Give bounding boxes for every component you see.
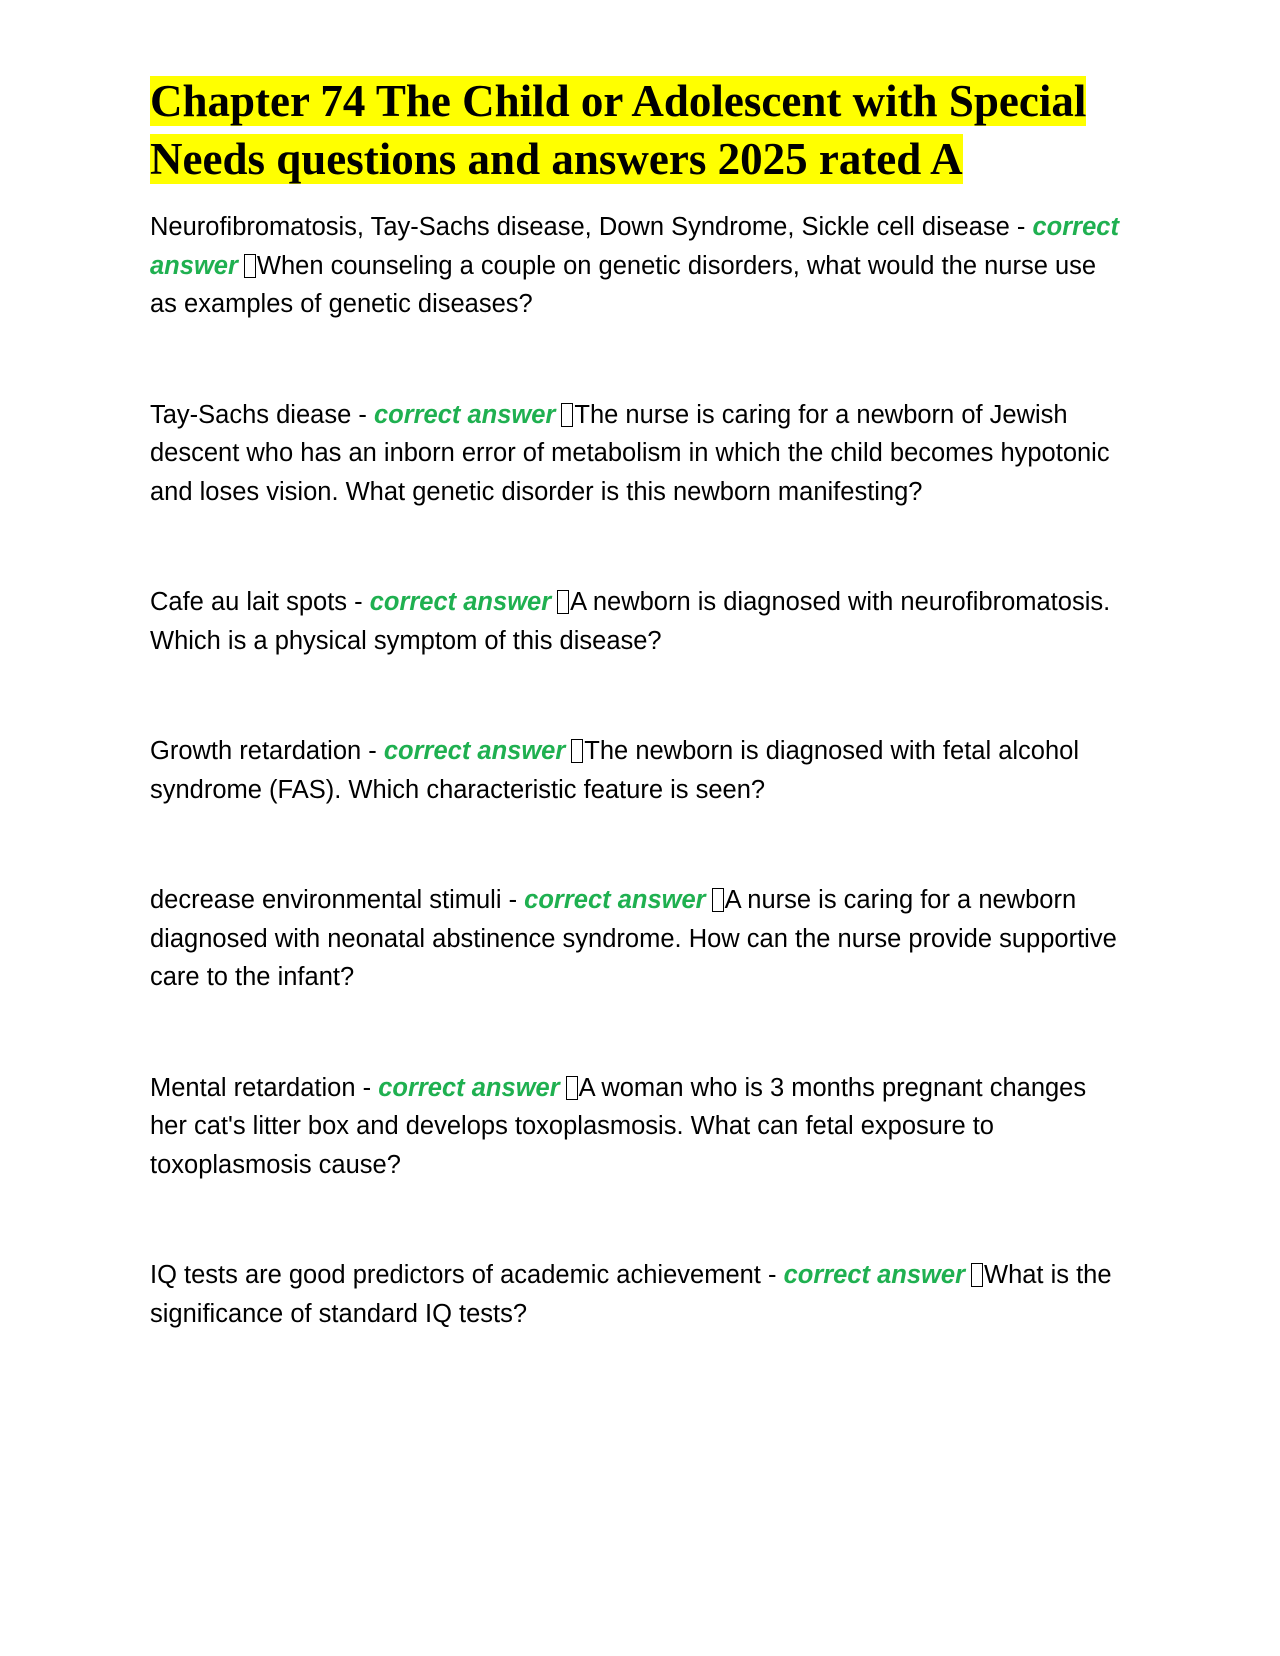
entry-answer: Mental retardation - — [150, 1073, 379, 1102]
document-title — [150, 72, 1125, 188]
missing-glyph-icon — [244, 254, 256, 278]
qa-entry — [150, 881, 1125, 997]
entry-question: A newborn is diagnosed with neurofibromatosis. Which is a physical symptom of this disease? — [150, 588, 1111, 655]
missing-glyph-icon — [571, 739, 583, 763]
correct-answer-tag: correct answer — [524, 886, 706, 914]
entry-answer: Tay-Sachs diease - — [150, 400, 374, 429]
missing-glyph-icon — [566, 1076, 578, 1100]
title-highlight: Chapter 74 The Child or Adolescent with Special Needs questions and answers 2025 rated A — [150, 76, 1087, 184]
missing-glyph-icon — [557, 590, 569, 614]
entry-answer: Cafe au lait spots - — [150, 588, 370, 616]
missing-glyph-icon — [712, 888, 724, 912]
entry-question: A woman who is 3 months pregnant changes her cat's litter box and develops toxoplasmosis. What can fetal exposure to toxoplasmosis cause? — [150, 1073, 1087, 1179]
correct-answer-tag: correct answer — [373, 400, 556, 429]
entry-question: What is the significance of standard IQ tests? — [150, 1261, 1112, 1328]
entry-answer: decrease environmental stimuli - — [150, 886, 525, 914]
qa-entry — [150, 732, 1125, 809]
entry-question: The newborn is diagnosed with fetal alcohol syndrome (FAS). Which characteristic feature is seen? — [150, 737, 1080, 804]
qa-entry — [150, 396, 1125, 512]
missing-glyph-icon — [561, 403, 573, 427]
entry-question: When counseling a couple on genetic disorders, what would the nurse use as examples of genetic diseases? — [150, 251, 1097, 318]
entry-question: The nurse is caring for a newborn of Jewish descent who has an inborn error of metabolism in which the child becomes hypotonic and loses vision. What genetic disorder is this newborn manifesting? — [150, 400, 1110, 506]
entry-answer: IQ tests are good predictors of academic achievement - — [150, 1261, 784, 1289]
entry-answer: Neurofibromatosis, Tay-Sachs disease, Down Syndrome, Sickle cell disease - — [150, 213, 1033, 241]
correct-answer-tag: correct answer — [150, 213, 1119, 280]
correct-answer-tag: correct answer — [783, 1261, 965, 1289]
correct-answer-tag: correct answer — [369, 588, 552, 616]
qa-entry — [150, 208, 1125, 324]
qa-entry — [150, 1069, 1125, 1185]
missing-glyph-icon — [971, 1263, 983, 1287]
document-page — [150, 72, 1125, 1405]
qa-entry — [150, 1256, 1125, 1333]
qa-entry — [150, 583, 1125, 660]
correct-answer-tag: correct answer — [378, 1073, 560, 1102]
entry-question: A nurse is caring for a newborn diagnosed with neonatal abstinence syndrome. How can the nurse provide supportive care to the infant? — [150, 886, 1117, 991]
entry-answer: Growth retardation - — [150, 737, 384, 765]
correct-answer-tag: correct answer — [383, 737, 566, 765]
